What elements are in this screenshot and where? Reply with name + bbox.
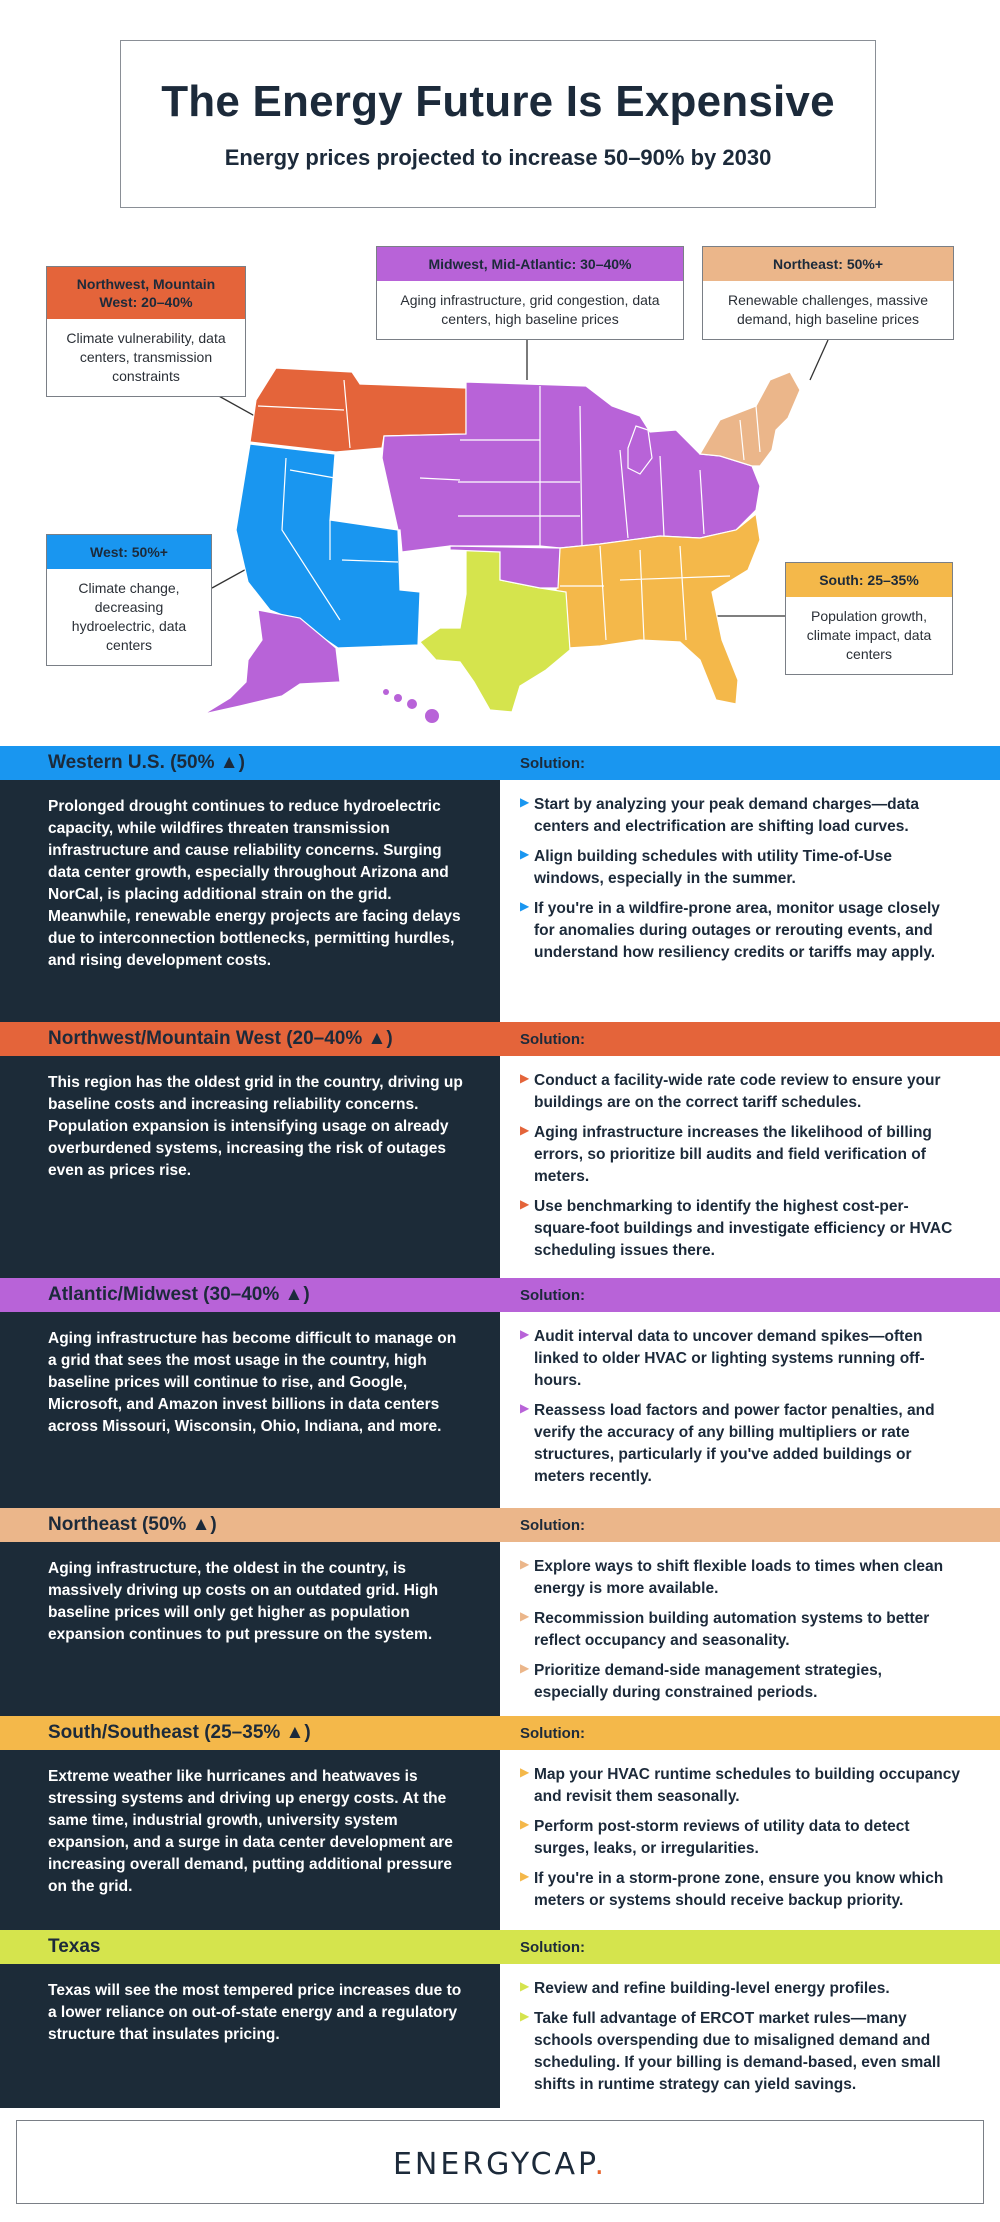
- solutions-panel: [500, 780, 1000, 1022]
- solutions-list: [520, 1556, 960, 1704]
- callout-south: [785, 562, 953, 675]
- bullet-triangle-icon: ▶: [520, 1557, 530, 1571]
- solution-label: Solution:: [520, 1517, 585, 1534]
- region-description: Texas will see the most tempered price increases due to a lower reliance on out-of-state energy and a regulatory structure that insulates pricing.: [0, 1964, 500, 2108]
- band-northwest: [0, 1022, 1000, 1278]
- solution-item: ▶ Audit interval data to uncover demand spikes—often linked to older HVAC or lighting systems running off-hours.: [520, 1327, 925, 1389]
- region-description: Prolonged drought continues to reduce hydroelectric capacity, while wildfires threaten transmission infrastructure and cause reliability concerns. Surging data center growth, especially throughout Arizona and NorCal, is placing additional strain on the grid. Meanwhile, renewable energy projects are facing delays due to interconnection bottlenecks, permitting hurdles, and rising development costs.: [0, 780, 500, 1022]
- region-description: This region has the oldest grid in the country, driving up baseline costs and increasing reliability concerns. Population expansion is intensifying usage on already overburdened systems, increasing the risk of outages even as prices rise.: [0, 1056, 500, 1278]
- band-western-us: [0, 746, 1000, 1022]
- region-title: Northeast (50% ▲): [48, 1514, 217, 1535]
- callout-northeast: [702, 246, 954, 340]
- solution-item: ▶ Perform post-storm reviews of utility data to detect surges, leaks, or irregularities.: [520, 1817, 910, 1857]
- solutions-panel: [500, 1312, 1000, 1508]
- bullet-triangle-icon: ▶: [520, 795, 530, 809]
- callout-northwest-body: Climate vulnerability, data centers, transmission constraints: [66, 330, 226, 385]
- region-title: South/Southeast (25–35% ▲): [48, 1722, 311, 1743]
- solution-label: Solution:: [520, 755, 585, 772]
- region-title: Western U.S. (50% ▲): [48, 752, 245, 773]
- solutions-panel: [500, 1750, 1000, 1930]
- solution-item: ▶ Map your HVAC runtime schedules to building occupancy and revisit them seasonally.: [520, 1765, 961, 1805]
- footer: [16, 2120, 984, 2204]
- leader-line-northeast: [810, 340, 828, 380]
- region-title: Northwest/Mountain West (20–40% ▲): [48, 1028, 393, 1049]
- solutions-panel: [500, 1056, 1000, 1278]
- bullet-triangle-icon: ▶: [520, 1123, 530, 1137]
- callout-west: [46, 534, 212, 666]
- bullet-triangle-icon: ▶: [520, 1071, 530, 1085]
- callout-west-header: West: 50%+: [47, 535, 211, 569]
- page-subtitle: Energy prices projected to increase 50–90% by 2030: [224, 145, 772, 170]
- solution-label: Solution:: [520, 1287, 585, 1304]
- title-box: [120, 40, 876, 208]
- solution-item: ▶ If you're in a storm-prone zone, ensure you know which meters or systems should receive backup priority.: [520, 1869, 944, 1909]
- solutions-list: [520, 1326, 960, 1488]
- band-header: [0, 1022, 1000, 1056]
- callout-northeast-header: Northeast: 50%+: [703, 247, 953, 281]
- solution-item: ▶ Recommission building automation systems to better reflect occupancy and seasonality.: [520, 1609, 930, 1649]
- solution-item: ▶ Aging infrastructure increases the likelihood of billing errors, so prioritize bill audits and field verification of meters.: [520, 1123, 932, 1185]
- band-south-southeast: [0, 1716, 1000, 1930]
- band-header: [0, 1508, 1000, 1542]
- page-title: The Energy Future Is Expensive: [161, 77, 835, 126]
- band-texas: [0, 1930, 1000, 2108]
- callout-south-header: South: 25–35%: [786, 563, 952, 597]
- bullet-triangle-icon: ▶: [520, 1401, 530, 1415]
- bullet-triangle-icon: ▶: [520, 1609, 530, 1623]
- solution-label: Solution:: [520, 1725, 585, 1742]
- us-map-area: [0, 230, 1000, 730]
- callout-northwest-header: Northwest, Mountain West: 20–40%: [47, 267, 245, 319]
- band-northeast: [0, 1508, 1000, 1716]
- region-northeast: [700, 372, 800, 466]
- solution-item: ▶ Align building schedules with utility Time-of-Use windows, especially in the summer.: [520, 847, 892, 887]
- callout-midwest: [376, 246, 684, 340]
- bullet-triangle-icon: ▶: [520, 899, 530, 913]
- bullet-triangle-icon: ▶: [520, 847, 530, 861]
- solution-item: ▶ Explore ways to shift flexible loads to times when clean energy is more available.: [520, 1557, 944, 1597]
- bullet-triangle-icon: ▶: [520, 1661, 530, 1675]
- callout-west-body: Climate change, decreasing hydroelectric, data centers: [71, 580, 187, 653]
- solution-item: ▶ If you're in a wildfire-prone area, monitor usage closely for anomalies during outages or rerouting events, and understand how resiliency credits or tariffs may apply.: [520, 899, 940, 961]
- bullet-triangle-icon: ▶: [520, 2009, 530, 2023]
- band-header: [0, 1930, 1000, 1964]
- solution-item: ▶ Reassess load factors and power factor penalties, and verify the accuracy of any billing multipliers or rate structures, particularly if you've added buildings or meters recently.: [520, 1401, 935, 1485]
- callout-midwest-body: Aging infrastructure, grid congestion, data centers, high baseline prices: [400, 292, 660, 328]
- band-header: [0, 1716, 1000, 1750]
- energycap-logo: ENERGYCAP.: [392, 2147, 608, 2182]
- bullet-triangle-icon: ▶: [520, 1817, 530, 1831]
- bullet-triangle-icon: ▶: [520, 1869, 530, 1883]
- bullet-triangle-icon: ▶: [520, 1197, 530, 1211]
- callout-northeast-body: Renewable challenges, massive demand, high baseline prices: [728, 292, 928, 328]
- band-header: [0, 1278, 1000, 1312]
- solution-item: ▶ Start by analyzing your peak demand charges—data centers and electrification are shifting load curves.: [520, 795, 920, 835]
- solutions-panel: [500, 1542, 1000, 1716]
- solution-item: ▶ Use benchmarking to identify the highest cost-per-square-foot buildings and investigate efficiency or HVAC scheduling issues there.: [520, 1197, 953, 1259]
- region-title: Texas: [48, 1936, 101, 1957]
- solution-item: ▶ Take full advantage of ERCOT market rules—many schools overspending due to misaligned demand and scheduling. If your billing is demand-based, even small shifts in runtime strategy can yield savings.: [520, 2009, 941, 2093]
- bullet-triangle-icon: ▶: [520, 1327, 530, 1341]
- band-header: [0, 746, 1000, 780]
- solutions-panel: [500, 1964, 1000, 2108]
- solutions-list: [520, 1070, 960, 1262]
- solution-label: Solution:: [520, 1031, 585, 1048]
- solutions-list: [520, 794, 960, 964]
- solutions-list: [520, 1764, 960, 1912]
- callout-northwest: [46, 266, 246, 397]
- bullet-triangle-icon: ▶: [520, 1979, 530, 1993]
- region-description: Aging infrastructure has become difficult to manage on a grid that sees the most usage in the country, high baseline prices will continue to rise, and Google, Microsoft, and Amazon invest billions in data centers across Missouri, Wisconsin, Ohio, Indiana, and more.: [0, 1312, 500, 1508]
- callout-south-body: Population growth, climate impact, data centers: [806, 608, 932, 662]
- callout-midwest-header: Midwest, Mid-Atlantic: 30–40%: [377, 247, 683, 281]
- solution-item: ▶ Review and refine building-level energy profiles.: [520, 1979, 890, 1997]
- region-hawaii: [383, 689, 439, 723]
- solution-item: ▶ Conduct a facility-wide rate code review to ensure your buildings are on the correct tariff schedules.: [520, 1071, 941, 1111]
- solution-label: Solution:: [520, 1939, 585, 1956]
- band-atlantic-midwest: [0, 1278, 1000, 1508]
- region-description: Extreme weather like hurricanes and heatwaves is stressing systems and driving up energy costs. At the same time, industrial growth, university system expansion, and a surge in data center development are increasing overall demand, putting additional pressure on the grid.: [0, 1750, 500, 1930]
- region-title: Atlantic/Midwest (30–40% ▲): [48, 1284, 310, 1305]
- region-description: Aging infrastructure, the oldest in the country, is massively driving up costs on an outdated grid. High baseline prices will only get higher as population expansion continues to put pressure on the system.: [0, 1542, 500, 1716]
- solution-item: ▶ Prioritize demand-side management strategies, especially during constrained periods.: [520, 1661, 882, 1701]
- bullet-triangle-icon: ▶: [520, 1765, 530, 1779]
- solutions-list: [520, 1978, 960, 2096]
